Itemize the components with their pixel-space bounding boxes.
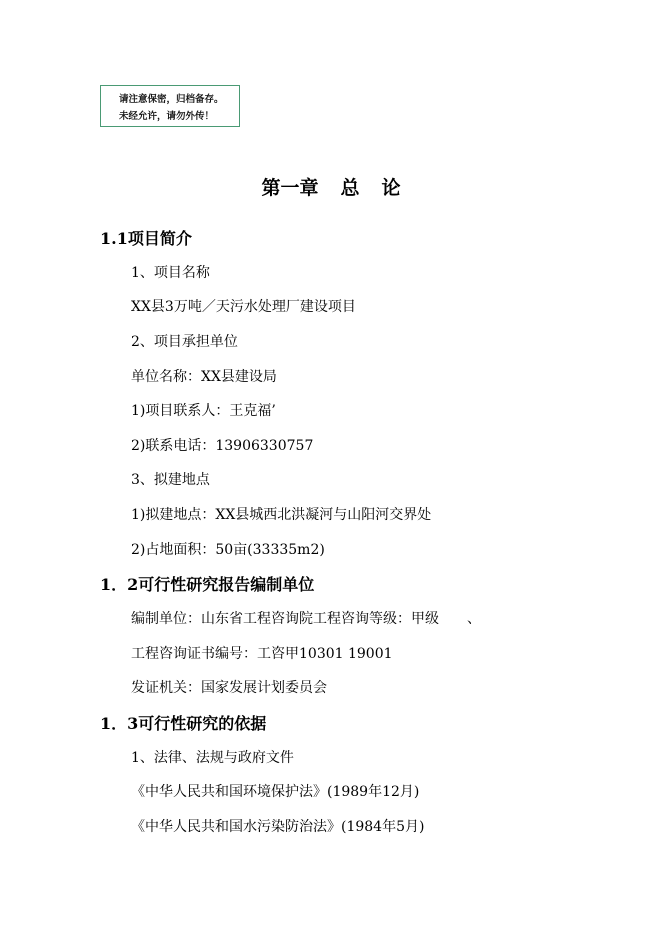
- section-heading-1-2: 1．2可行性研究报告编制单位: [100, 575, 315, 594]
- paragraph: 《中华人民共和国水污染防治法》(1984年5月): [131, 819, 425, 835]
- chapter-title: [0, 173, 662, 200]
- paragraph: 1)拟建地点：XX县城西北洪凝河与山阳河交界处: [131, 507, 432, 523]
- paragraph: 《中华人民共和国环境保护法》(1989年12月): [131, 784, 420, 800]
- paragraph: 1)项目联系人：王克福’: [131, 403, 276, 419]
- stamp-line-1: 请注意保密，归档备存。: [119, 94, 224, 105]
- paragraph: 1、法律、法规与政府文件: [131, 750, 294, 766]
- paragraph: 编制单位：山东省工程咨询院工程咨询等级：甲级 、: [131, 611, 481, 627]
- section-heading-1-1: 1.1项目简介: [100, 229, 192, 248]
- chapter-label: 第一章: [261, 177, 319, 199]
- stamp-line-2: 未经允许，请勿外传！: [119, 111, 215, 122]
- paragraph: 发证机关：国家发展计划委员会: [131, 680, 327, 696]
- paragraph: 1、项目名称: [131, 265, 210, 281]
- chapter-word-1: 总: [340, 177, 360, 199]
- paragraph: 3、拟建地点: [131, 472, 210, 488]
- section-heading-1-3: 1．3可行性研究的依据: [100, 714, 267, 733]
- paragraph: 工程咨询证书编号：工咨甲10301 19001: [131, 646, 393, 662]
- paragraph: 2)联系电话：13906330757: [131, 438, 314, 454]
- paragraph: 2、项目承担单位: [131, 334, 238, 350]
- paragraph: XX县3万吨／天污水处理厂建设项目: [131, 299, 356, 315]
- paragraph: 2)占地面积：50亩(33335m2): [131, 542, 325, 558]
- confidential-stamp: [100, 85, 240, 127]
- chapter-word-2: 论: [381, 177, 401, 199]
- paragraph: 单位名称：XX县建设局: [131, 369, 277, 385]
